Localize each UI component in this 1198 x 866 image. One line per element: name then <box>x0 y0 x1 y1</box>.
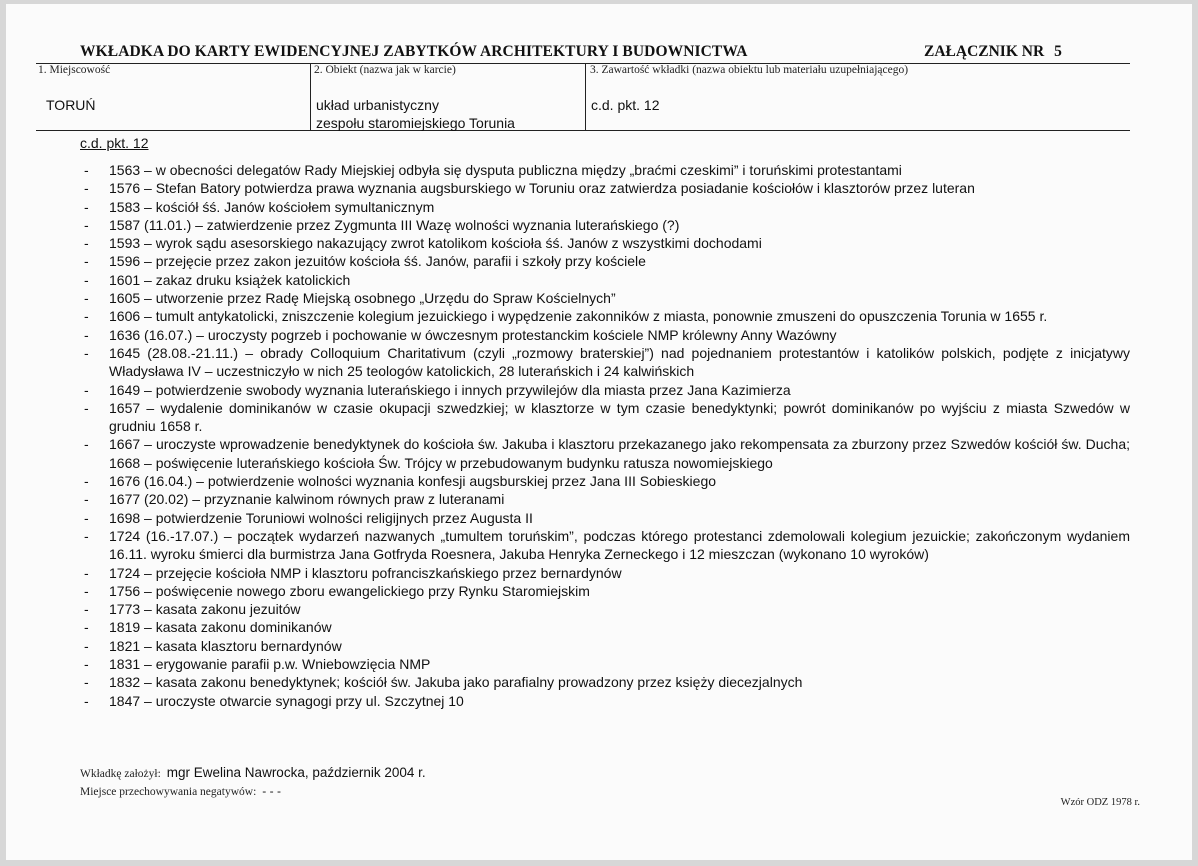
header-bottom-rule <box>36 130 1130 131</box>
chronology-list <box>80 161 1130 710</box>
bullet-dash: - <box>84 290 89 307</box>
chronology-item-text: 1636 (16.07.) – uroczysty pogrzeb i pochowanie w ówczesnym protestanckim kościele NMP królewny Anny Wazówny <box>109 326 837 343</box>
chronology-item-text: 1596 – przejęcie przez zakon jezuitów kościoła śś. Janów, parafii i szkoły przy kościele <box>109 253 646 270</box>
chronology-item-text: 1576 – Stefan Batory potwierdza prawa wyznania augsburskiego w Toruniu oraz zatwierdza posiadanie kościołów i klasztorów przez luteran <box>109 180 975 197</box>
chronology-item-text: 1601 – zakaz druku książek katolickich <box>109 271 351 288</box>
chronology-item-text: 1657 – wydalenie dominikanów w czasie okupacji szwedzkiej; w klasztorze w tym czasie benedyktynki; powrót dominikanów po wyjściu z miasta Szwedów w grudniu 1658 r. <box>109 399 1130 435</box>
bullet-dash: - <box>84 198 89 215</box>
bullet-dash: - <box>84 692 89 709</box>
chronology-item-text: 1563 – w obecności delegatów Rady Miejskiej odbyła się dysputa publiczna między „braćmi czeskimi” i toruńskimi protestantami <box>109 162 902 178</box>
chronology-item <box>80 472 1130 490</box>
object-value-line-1: układ urbanistyczny <box>316 97 439 113</box>
chronology-item-text: 1724 (16.-17.07.) – początek wydarzeń nazwanych „tumultem toruńskim”, podczas którego protestanci zdemolowali kolegium jezuickie; zakończonym wydaniem 16.11. wyroku śmierci dla burmistrza Jana Gotfryda Roesnera, Jakuba Henryka Zerneckego i 12 mieszczan (wykonano 10 wyroków) <box>109 527 1130 563</box>
bullet-dash: - <box>84 656 89 673</box>
annex-label <box>924 43 1062 61</box>
chronology-item <box>80 344 1130 381</box>
chronology-item-text: 1819 – kasata zakonu dominikanów <box>109 619 332 636</box>
chronology-item-text: 1587 (11.01.) – zatwierdzenie przez Zygmunta III Wazę wolności wyznania luterańskiego (?) <box>109 216 680 233</box>
chronology-item-text: 1667 – uroczyste wprowadzenie benedyktynek do kościoła św. Jakuba i klasztoru przekazanego jako rekompensata za zburzony przez Szwedów kościół św. Ducha; 1668 – poświęcenie luterańskiego kościoła Św. Trójcy w przebudowanym budynku ratusza nowomiejskiego <box>109 436 1130 471</box>
insert-content-value: c.d. pkt. 12 <box>591 97 660 113</box>
chronology-item <box>80 435 1130 472</box>
bullet-dash: - <box>84 527 89 544</box>
chronology-item <box>80 490 1130 508</box>
chronology-item-text: 1606 – tumult antykatolicki, zniszczenie kolegium jezuickiego i wypędzenie zakonników z miasta, ponownie zmuszeni do opuszczenia Torunia w 1655 r. <box>109 308 1048 325</box>
author-value: mgr Ewelina Nawrocka, październik 2004 r. <box>166 765 426 780</box>
bullet-dash: - <box>84 399 89 416</box>
chronology-item <box>80 326 1130 344</box>
bullet-dash: - <box>84 162 89 178</box>
chronology-item-text: 1593 – wyrok sądu asesorskiego nakazujący zwrot katolikom kościoła śś. Janów z wszystkimi dochodami <box>109 235 762 252</box>
bullet-dash: - <box>84 509 89 526</box>
storage-line <box>80 784 281 798</box>
chronology-item <box>80 307 1130 325</box>
chronology-item <box>80 234 1130 252</box>
chronology-item-text: 1677 (20.02) – przyznanie kalwinom równych praw z luteranami <box>109 491 505 508</box>
chronology-item <box>80 527 1130 564</box>
bullet-dash: - <box>84 637 89 654</box>
chronology-item <box>80 198 1130 216</box>
object-value <box>316 96 515 132</box>
chronology-item-text: 1724 – przejęcie kościoła NMP i klasztoru pofranciszkańskiego przez bernardynów <box>109 564 622 581</box>
chronology-item <box>80 216 1130 234</box>
bullet-dash: - <box>84 564 89 581</box>
chronology-item <box>80 655 1130 673</box>
column-3-header: 3. Zawartość wkładki (nazwa obiektu lub materiału uzupełniającego) <box>590 64 909 76</box>
chronology-item <box>80 673 1130 691</box>
chronology-item-text: 1773 – kasata zakonu jezuitów <box>109 601 301 618</box>
chronology-item-text: 1649 – potwierdzenie swobody wyznania luterańskiego i innych przywilejów dla miasta przez Jana Kazimierza <box>109 381 791 398</box>
chronology-item-text: 1583 – kościół śś. Janów kościołem symultanicznym <box>109 198 435 215</box>
column-divider-2 <box>585 63 586 130</box>
chronology-item-text: 1831 – erygowanie parafii p.w. Wniebowzięcia NMP <box>109 656 431 673</box>
locality-value: TORUŃ <box>46 97 96 113</box>
bullet-dash: - <box>84 582 89 599</box>
chronology-item <box>80 618 1130 636</box>
bullet-dash: - <box>84 308 89 325</box>
chronology-item <box>80 509 1130 527</box>
bullet-dash: - <box>84 216 89 233</box>
object-value-line-2: zespołu staromiejskiego Torunia <box>316 115 515 131</box>
bullet-dash: - <box>84 344 89 361</box>
bullet-dash: - <box>84 326 89 343</box>
continuation-label: c.d. pkt. 12 <box>80 135 149 151</box>
chronology-item-text: 1821 – kasata klasztoru bernardynów <box>109 637 342 654</box>
chronology-item <box>80 600 1130 618</box>
chronology-item-text: 1832 – kasata zakonu benedyktynek; kościół św. Jakuba jako parafialny prowadzony przez księży diecezjalnych <box>109 674 803 691</box>
chronology-item-text: 1605 – utworzenie przez Radę Miejską osobnego „Urzędu do Spraw Kościelnych” <box>109 290 616 307</box>
chronology-item <box>80 161 1130 179</box>
author-line <box>80 765 426 780</box>
chronology-item <box>80 564 1130 582</box>
chronology-item-text: 1645 (28.08.-21.11.) – obrady Colloquium Charitativum (czyli „rozmowy braterskiej”) nad pojednaniem protestantów i katolików polskich, podjęte z inicjatywy Władysława IV – uczestniczyło w nich 25 teologów katolickich, 28 luterańskich i 24 kalwińskich <box>109 344 1130 380</box>
annex-label-text: ZAŁĄCZNIK NR <box>924 43 1045 60</box>
chronology-item <box>80 289 1130 307</box>
form-model: Wzór ODZ 1978 r. <box>1060 797 1140 808</box>
chronology-item <box>80 252 1130 270</box>
bullet-dash: - <box>84 436 89 453</box>
chronology-item <box>80 637 1130 655</box>
column-2-header: 2. Obiekt (nazwa jak w karcie) <box>314 64 456 76</box>
chronology-item-text: 1698 – potwierdzenie Toruniowi wolności religijnych przez Augusta II <box>109 509 533 526</box>
bullet-dash: - <box>84 473 89 490</box>
bullet-dash: - <box>84 601 89 618</box>
chronology-item <box>80 179 1130 197</box>
bullet-dash: - <box>84 674 89 691</box>
bullet-dash: - <box>84 235 89 252</box>
form-title: WKŁADKA DO KARTY EWIDENCYJNEJ ZABYTKÓW ARCHITEKTURY I BUDOWNICTWA <box>80 43 748 60</box>
storage-label: Miejsce przechowywania negatywów: <box>80 786 257 798</box>
bullet-dash: - <box>84 271 89 288</box>
bullet-dash: - <box>84 253 89 270</box>
chronology-item-text: 1756 – poświęcenie nowego zboru ewangelickiego przy Rynku Staromiejskim <box>109 582 590 599</box>
chronology-item <box>80 399 1130 436</box>
author-label: Wkładkę założył: <box>80 768 161 780</box>
chronology-item <box>80 381 1130 399</box>
chronology-item-text: 1676 (16.04.) – potwierdzenie wolności wyznania konfesji augsburskiej przez Jana III Sobieskiego <box>109 473 717 490</box>
chronology-item <box>80 582 1130 600</box>
bullet-dash: - <box>84 180 89 197</box>
chronology-item <box>80 271 1130 289</box>
bullet-dash: - <box>84 619 89 636</box>
column-divider-1 <box>310 63 311 130</box>
bullet-dash: - <box>84 381 89 398</box>
bullet-dash: - <box>84 491 89 508</box>
storage-value: - - - <box>262 784 281 798</box>
annex-number: 5 <box>1054 43 1062 60</box>
chronology-item <box>80 692 1130 710</box>
chronology-item-text: 1847 – uroczyste otwarcie synagogi przy ul. Szczytnej 10 <box>109 692 464 709</box>
header-top-rule <box>36 63 1130 64</box>
column-1-header: 1. Miejscowość <box>38 64 111 76</box>
